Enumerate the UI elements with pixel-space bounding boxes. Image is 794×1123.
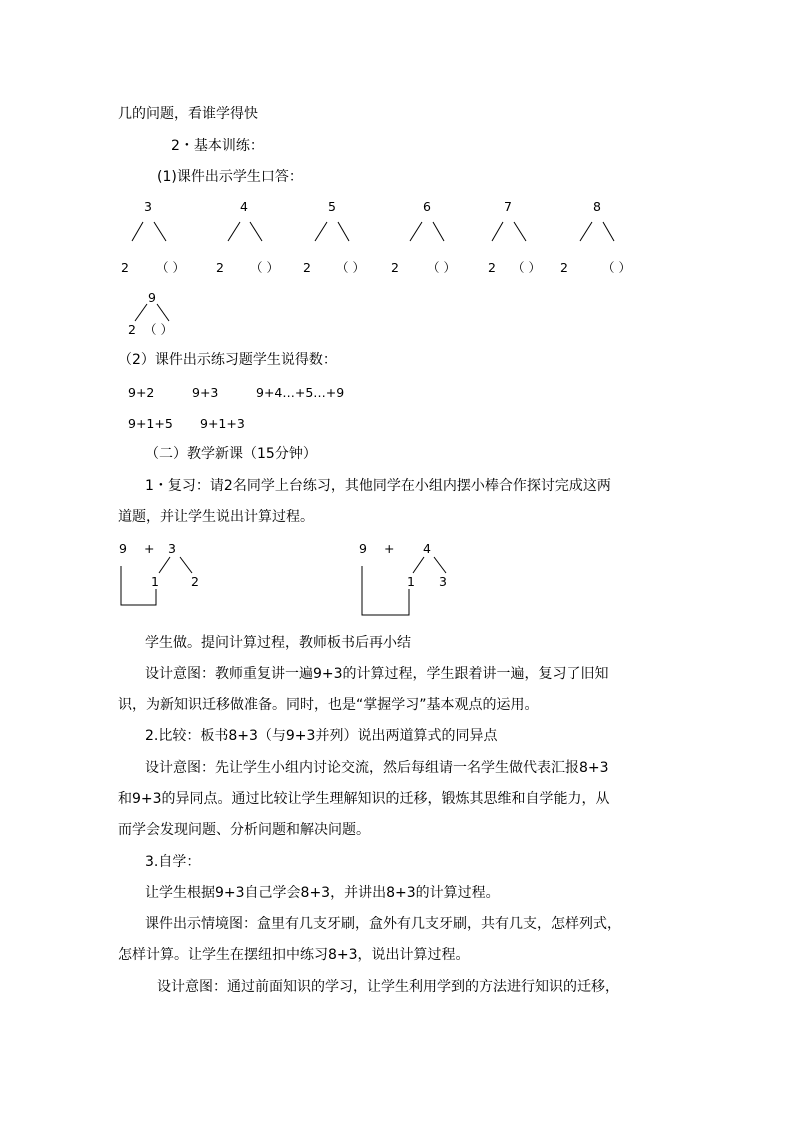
diagram-b-addend: 9	[359, 541, 367, 556]
section-heading: （二）教学新课（15分钟）	[145, 446, 317, 462]
diagram-a-part: 1	[151, 574, 159, 589]
tree-6-right-branch	[433, 222, 444, 241]
tree-8-right-branch	[603, 222, 614, 241]
text-line: 学生做。提问计算过程，教师板书后再小结	[145, 635, 411, 651]
diagram-b-part: 1	[407, 574, 415, 589]
tree-top-number: 4	[240, 199, 248, 214]
diagram-a-operator: +	[144, 541, 155, 556]
text-line: 让学生根据9+3自己学会8+3，并讲出8+3的计算过程。	[145, 885, 500, 901]
diagram-b-right-branch	[434, 557, 446, 573]
exercise-item: 9+1+3	[200, 416, 245, 431]
tree-7-right-branch	[514, 222, 526, 241]
text-line: 设计意图：先让学生小组内讨论交流，然后每组请一名学生做代表汇报8+3	[145, 760, 609, 776]
text-line: 怎样计算。让学生在摆纽扣中练习8+3，说出计算过程。	[118, 947, 470, 963]
text-line: （2）课件出示练习题学生说得数：	[118, 352, 337, 368]
tree-3-left-branch	[132, 222, 143, 241]
diagram-b-bracket	[362, 566, 409, 615]
text-line: 而学会发现问题、分析问题和解决问题。	[118, 822, 370, 838]
text-line: 设计意图：教师重复讲一遍9+3的计算过程，学生跟着讲一遍，复习了旧知	[145, 666, 609, 682]
tree-left-number: 2	[391, 260, 399, 275]
text-line: 设计意图：通过前面知识的学习，让学生利用学到的方法进行知识的迁移，	[157, 979, 619, 995]
tree-answer-blank: （ ）	[336, 260, 365, 275]
tree-answer-blank: （ ）	[512, 260, 541, 275]
tree-3-right-branch	[154, 222, 166, 241]
diagram-a-left-branch	[159, 557, 170, 573]
tree-left-number: 2	[121, 260, 129, 275]
tree-answer-blank: （ ）	[156, 260, 185, 275]
tree-4-right-branch	[250, 222, 262, 241]
tree-left-number: 2	[488, 260, 496, 275]
text-line: 课件出示情境图：盒里有几支牙刷，盒外有几支牙刷，共有几支，怎样列式，	[145, 916, 621, 932]
tree-left-number: 2	[303, 260, 311, 275]
tree-answer-blank: （ ）	[427, 260, 456, 275]
exercise-item: 9+3	[192, 385, 219, 400]
exercise-item: 9+1+5	[128, 416, 173, 431]
exercise-item: 9+2	[128, 385, 155, 400]
text-line: 道题，并让学生说出计算过程。	[118, 509, 314, 525]
tree-4-left-branch	[228, 222, 240, 241]
diagram-a-addend: 3	[168, 541, 176, 556]
tree-answer-blank: （ ）	[250, 260, 279, 275]
diagram-b-addend: 4	[423, 541, 431, 556]
text-line: 和9+3的异同点。通过比较让学生理解知识的迁移，锻炼其思维和自学能力，从	[118, 791, 610, 807]
tree-6-left-branch	[410, 222, 422, 241]
diagram-a-addend: 9	[119, 541, 127, 556]
text-line: 1・复习：请2名同学上台练习，其他同学在小组内摆小棒合作探讨完成这两	[145, 478, 611, 494]
text-line: 几的问题，看谁学得快	[118, 106, 258, 122]
tree-top-number: 3	[144, 199, 152, 214]
tree-left-number: 2	[128, 322, 136, 337]
section-heading: 3.自学：	[145, 854, 201, 870]
tree-answer-blank: （ ）	[602, 260, 631, 275]
text-line: (1)课件出示学生口答：	[157, 169, 303, 185]
tree-answer-blank: （ ）	[144, 322, 173, 337]
tree-9-left-branch	[135, 304, 147, 321]
diagram-a-right-branch	[180, 557, 192, 573]
section-heading: 2.比较：板书8+3（与9+3并列）说出两道算式的同异点	[145, 728, 498, 744]
tree-5-right-branch	[338, 222, 349, 241]
diagram-b-part: 3	[439, 574, 447, 589]
tree-top-number: 5	[328, 199, 336, 214]
diagram-b-operator: +	[384, 541, 395, 556]
tree-left-number: 2	[560, 260, 568, 275]
tree-top-number: 9	[148, 290, 156, 305]
section-heading: 2・基本训练：	[171, 138, 264, 154]
tree-top-number: 6	[423, 199, 431, 214]
tree-left-number: 2	[216, 260, 224, 275]
tree-top-number: 7	[504, 199, 512, 214]
exercise-item: 9+4…+5…+9	[256, 385, 345, 400]
tree-7-left-branch	[492, 222, 503, 241]
text-line: 识，为新知识迁移做准备。同时，也是“掌握学习”基本观点的运用。	[118, 697, 539, 713]
diagram-b-left-branch	[413, 557, 424, 573]
tree-top-number: 8	[593, 199, 601, 214]
tree-8-left-branch	[580, 222, 592, 241]
diagram-a-part: 2	[191, 574, 199, 589]
tree-9-right-branch	[157, 304, 169, 321]
tree-5-left-branch	[315, 222, 327, 241]
